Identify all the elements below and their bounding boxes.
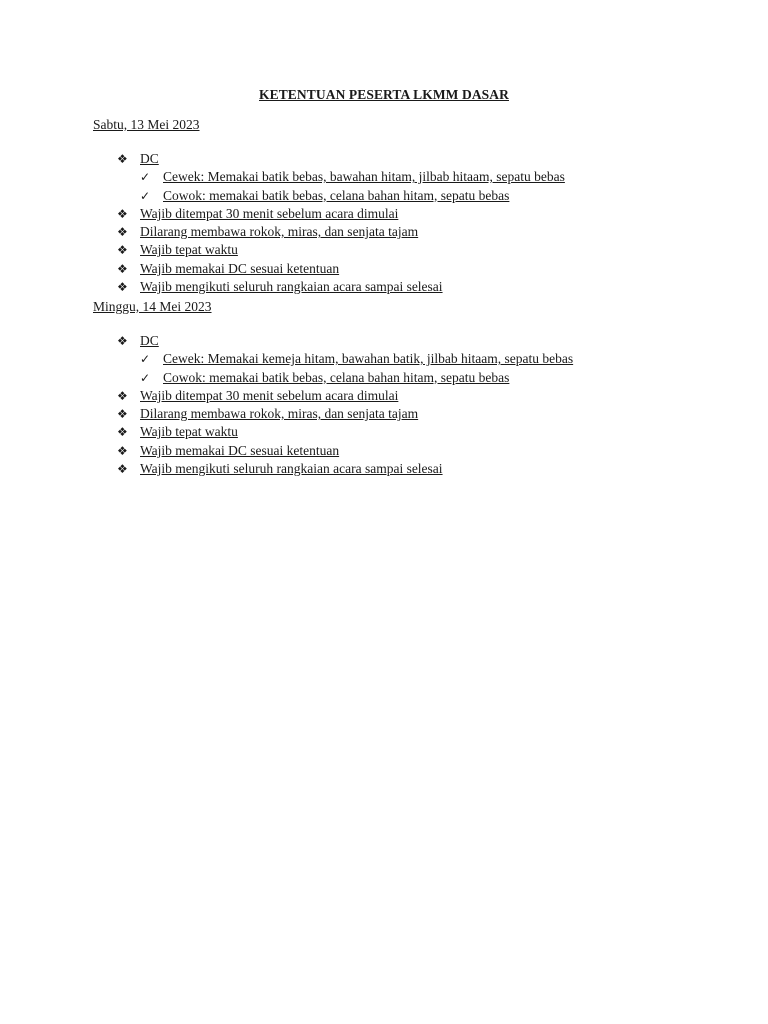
- list-item: [93, 405, 693, 423]
- diamond-bullet-icon: ❖: [117, 152, 128, 166]
- list-item-label: Wajib mengikuti seluruh rangkaian acara sampai selesai: [140, 461, 443, 477]
- list-item-label: Wajib memakai DC sesuai ketentuan: [140, 260, 340, 276]
- list-item-label: Wajib ditempat 30 menit sebelum acara dimulai: [140, 205, 399, 221]
- list-item: [93, 205, 693, 223]
- diamond-bullet-icon: ❖: [117, 407, 128, 422]
- diamond-bullet-icon: ❖: [117, 243, 128, 258]
- checkmark-icon: ✓: [140, 352, 151, 367]
- list-item: [93, 278, 693, 296]
- list-item-label: Dilarang membawa rokok, miras, dan senjata tajam: [140, 224, 419, 240]
- diamond-bullet-icon: ❖: [117, 388, 128, 403]
- rules-list: [93, 332, 693, 478]
- sub-list-item: [93, 168, 693, 186]
- list-item: [93, 241, 693, 259]
- list-item: [93, 150, 693, 168]
- day-heading: Sabtu, 13 Mei 2023: [93, 117, 200, 132]
- list-item: [93, 332, 693, 350]
- sub-list-item: [93, 350, 693, 368]
- diamond-bullet-icon: ❖: [117, 206, 128, 221]
- list-item-label: DC: [140, 333, 159, 348]
- diamond-bullet-icon: ❖: [117, 462, 128, 477]
- list-item-label: Wajib memakai DC sesuai ketentuan: [140, 442, 340, 458]
- rules-list: [93, 150, 693, 296]
- list-item: [93, 442, 693, 460]
- sub-list-item: [93, 369, 693, 387]
- diamond-bullet-icon: ❖: [117, 334, 128, 348]
- list-item: [93, 260, 693, 278]
- list-item: [93, 223, 693, 241]
- sub-item-label: Cowok: memakai batik bebas, celana bahan hitam, sepatu bebas: [163, 187, 510, 203]
- list-item: [93, 460, 693, 478]
- checkmark-icon: ✓: [140, 170, 151, 185]
- day-heading: Minggu, 14 Mei 2023: [93, 299, 212, 314]
- diamond-bullet-icon: ❖: [117, 261, 128, 276]
- sub-list-item: [93, 187, 693, 205]
- diamond-bullet-icon: ❖: [117, 225, 128, 240]
- list-item-label: Wajib ditempat 30 menit sebelum acara dimulai: [140, 387, 399, 403]
- list-item-label: Wajib tepat waktu: [140, 424, 238, 440]
- list-item-label: DC: [140, 151, 159, 166]
- section-saturday: [93, 116, 693, 296]
- list-item-label: Wajib tepat waktu: [140, 242, 238, 258]
- sub-item-label: Cowok: memakai batik bebas, celana bahan hitam, sepatu bebas: [163, 369, 510, 385]
- sub-item-label: Cewek: Memakai kemeja hitam, bawahan batik, jilbab hitaam, sepatu bebas: [163, 351, 574, 367]
- diamond-bullet-icon: ❖: [117, 280, 128, 295]
- section-sunday: [93, 298, 693, 478]
- document-title: KETENTUAN PESERTA LKMM DASAR: [259, 87, 509, 102]
- list-item-label: Dilarang membawa rokok, miras, dan senjata tajam: [140, 406, 419, 422]
- list-item-label: Wajib mengikuti seluruh rangkaian acara sampai selesai: [140, 279, 443, 295]
- checkmark-icon: ✓: [140, 188, 151, 203]
- list-item: [93, 387, 693, 405]
- diamond-bullet-icon: ❖: [117, 425, 128, 440]
- diamond-bullet-icon: ❖: [117, 443, 128, 458]
- list-item: [93, 423, 693, 441]
- sub-item-label: Cewek: Memakai batik bebas, bawahan hitam, jilbab hitaam, sepatu bebas: [163, 169, 565, 185]
- checkmark-icon: ✓: [140, 370, 151, 385]
